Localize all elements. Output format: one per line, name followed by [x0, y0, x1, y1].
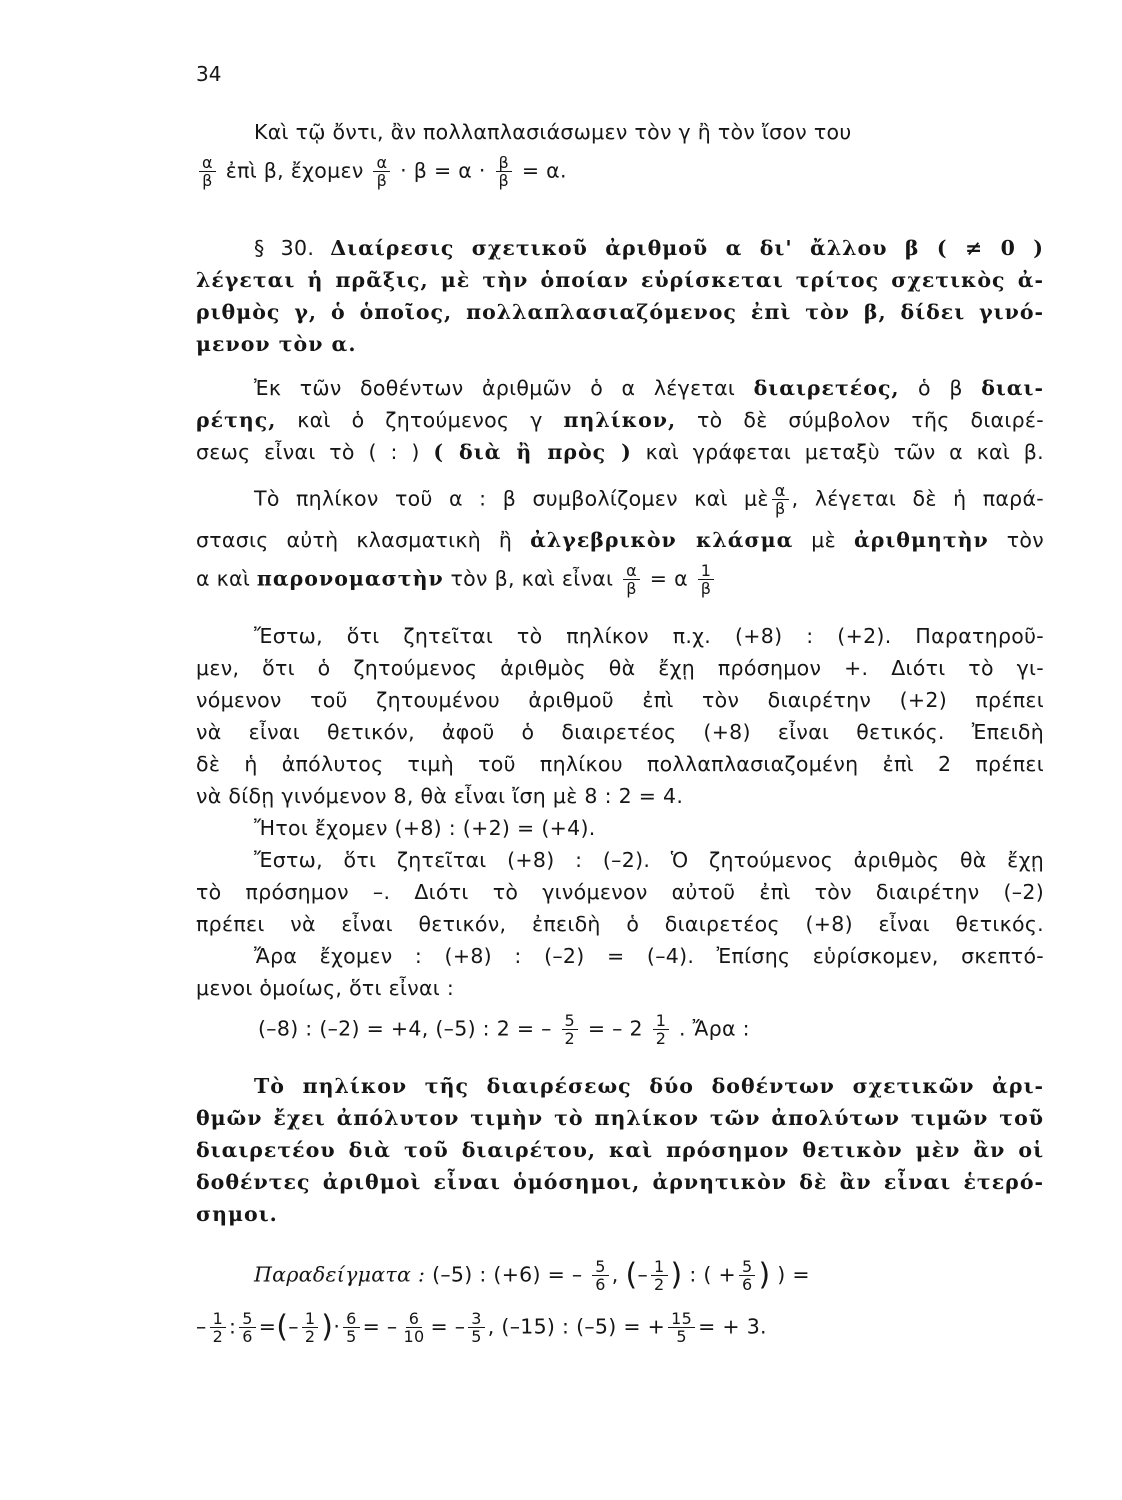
text-line: Ἄρα ἔχομεν : (+8) : (–2) = (–4). Ἐπίσης εὑρίσκομεν, σκεπτό-	[254, 944, 1044, 968]
fraction-three-over-five: $\frac{3}{5}$	[468, 1310, 484, 1345]
text-line: Τὸ πηλίκον τῆς διαιρέσεως δύο δοθέντων σχετικῶν ἀρι-	[254, 1074, 1044, 1098]
fraction-five-over-six: $\frac{5}{6}$	[739, 1258, 755, 1293]
fraction-one-over-two: $\frac{1}{2}$	[653, 1012, 669, 1047]
text-line: α καὶ παρονομαστὴν τὸν β, καὶ εἶναι $\frac{\alpha}{\beta}$ = α $\frac{1}{\beta}$	[196, 562, 1044, 594]
text-line: ριθμὸς γ, ὁ ὁποῖος, πολλαπλασιαζόμενος ἐπὶ τὸν β, δίδει γινό-	[196, 300, 1044, 324]
fraction-one-over-two: $\frac{1}{2}$	[210, 1310, 226, 1345]
text-line: νὰ δίδῃ γινόμενον 8, θὰ εἶναι ἴση μὲ 8 : 2 = 4.	[196, 784, 684, 808]
examples-label: Παραδείγματα :	[254, 1262, 426, 1287]
text-line: μεν, ὅτι ὁ ζητούμενος ἀριθμὸς θὰ ἔχῃ πρόσημον +. Διότι τὸ γι-	[196, 656, 1044, 680]
fraction-five-over-six: $\frac{5}{6}$	[239, 1310, 255, 1345]
rule-paragraph	[196, 1070, 1044, 1230]
text-line: Ἤτοι ἔχομεν (+8) : (+2) = (+4).	[254, 816, 596, 840]
fraction-alpha-over-beta: $\frac{\alpha}{\beta}$	[373, 154, 390, 189]
fraction-one-over-two: $\frac{1}{2}$	[302, 1310, 318, 1345]
fraction-fifteen-over-five: $\frac{15}{5}$	[668, 1310, 695, 1345]
body-text-block-3	[196, 372, 1045, 598]
text-line	[196, 232, 1044, 264]
equation-line: (–8) : (–2) = +4, (–5) : 2 = – $\frac{5}{2}$ = – 2 $\frac{1}{2}$ . Ἄρα :	[258, 1011, 750, 1048]
body-text-block-1	[196, 116, 1044, 190]
text-line: πρέπει νὰ εἶναι θετικόν, ἐπειδὴ ὁ διαιρετέος (+8) εἶναι θετικός.	[196, 912, 1044, 936]
text-line: δὲ ἡ ἀπόλυτος τιμὴ τοῦ πηλίκου πολλαπλασιαζομένη ἐπὶ 2 πρέπει	[196, 752, 1044, 776]
fraction-beta-over-beta: $\frac{\beta}{\beta}$	[496, 154, 513, 189]
page-number: 34	[196, 62, 222, 86]
text-line: δοθέντες ἀριθμοὶ εἶναι ὁμόσημοι, ἀρνητικὸν δὲ ἂν εἶναι ἑτερό-	[196, 1170, 1044, 1194]
fraction-alpha-over-beta: $\frac{\alpha}{\beta}$	[623, 562, 640, 597]
text-line: σημοι.	[196, 1202, 278, 1226]
body-text-block-4	[196, 620, 1044, 1048]
fraction-alpha-over-beta: $\frac{\alpha}{\beta}$	[199, 154, 216, 189]
fraction-one-over-two: $\frac{1}{2}$	[651, 1258, 667, 1293]
fraction-six-over-five: $\frac{6}{5}$	[343, 1310, 359, 1345]
text-line: τὸ πρόσημον –. Διότι τὸ γινόμενον αὐτοῦ ἐπὶ τὸν διαιρέτην (–2)	[196, 880, 1044, 904]
text-line: διαιρετέου διὰ τοῦ διαιρέτου, καὶ πρόσημον θετικὸν μὲν ἂν οἱ	[196, 1138, 1044, 1162]
text-line: Τὸ πηλίκον τοῦ α : β συμβολίζομεν καὶ μὲ $\frac{\alpha}{\beta}$ , λέγεται δὲ ἡ παρά-	[254, 481, 1045, 518]
fraction-one-over-beta: $\frac{1}{\beta}$	[698, 562, 715, 597]
text-line: ρέτης, καὶ ὁ ζητούμενος γ πηλίκον, τὸ δὲ σύμβολον τῆς διαιρέ-	[196, 408, 1044, 432]
fraction-six-over-ten: $\frac{6}{10}$	[403, 1309, 425, 1346]
text-line: σεως εἶναι τὸ ( : ) ( διὰ ἢ πρὸς ) καὶ γράφεται μεταξὺ τῶν α καὶ β.	[196, 440, 1044, 464]
text-line: νόμενον τοῦ ζητουμένου ἀριθμοῦ ἐπὶ τὸν διαιρέτην (+2) πρέπει	[196, 688, 1044, 712]
text-line: Ἔστω, ὅτι ζητεῖται (+8) : (–2). Ὁ ζητούμενος ἀριθμὸς θὰ ἔχῃ	[254, 848, 1044, 872]
examples-line: – $\frac{1}{2}$ : $\frac{5}{6}$ =(– $\frac{1}{2}$ )· $\frac{6}{5}$ = – $\frac{6}{10}$ = – $\frac{3}{5}$ , (–15) : (–5) = + $\frac{15}{5}$ = + 3.	[196, 1309, 767, 1346]
text-line: Καὶ τῷ ὄντι, ἂν πολλαπλασιάσωμεν τὸν γ ἢ τὸν ἴσον του	[254, 120, 852, 144]
fraction-five-over-two: $\frac{5}{2}$	[562, 1012, 578, 1047]
text-line: θμῶν ἔχει ἀπόλυτον τιμὴν τὸ πηλίκον τῶν ἀπολύτων τιμῶν τοῦ	[196, 1106, 1044, 1130]
text-line: στασις αὐτὴ κλασματικὴ ἢ ἀλγεβρικὸν κλάσμα μὲ ἀριθμητὴν τὸν	[196, 528, 1044, 552]
text-line: Ἐκ τῶν δοθέντων ἀριθμῶν ὁ α λέγεται διαιρετέος, ὁ β διαι-	[254, 376, 1044, 400]
text-line: νὰ εἶναι θετικόν, ἀφοῦ ὁ διαιρετέος (+8) εἶναι θετικός. Ἐπειδὴ	[196, 720, 1044, 744]
text-line: Ἔστω, ὅτι ζητεῖται τὸ πηλίκον π.χ. (+8) : (+2). Παρατηροῦ-	[254, 624, 1044, 648]
examples-block	[196, 1257, 1044, 1346]
text-line: λέγεται ἡ πρᾶξις, μὲ τὴν ὁποίαν εὑρίσκεται τρίτος σχετικὸς ἀ-	[196, 268, 1044, 292]
text-line: μενον τὸν α.	[196, 332, 357, 356]
fraction-five-over-six: $\frac{5}{6}$	[592, 1258, 608, 1293]
section-number: § 30.	[254, 236, 315, 260]
text-line: $\frac{\alpha}{\beta}$ ἐπὶ β, ἔχομεν $\frac{\alpha}{\beta}$ · β = α · $\frac{\beta}{\beta}$ = α.	[196, 154, 1044, 186]
definition-paragraph	[196, 232, 1044, 360]
fraction-alpha-over-beta: $\frac{\alpha}{\beta}$	[772, 482, 789, 517]
examples-line: Παραδείγματα : (–5) : (+6) = – $\frac{5}{6}$ , (– $\frac{1}{2}$ ) : ( + $\frac{5}{6}$ ) ) =	[254, 1257, 810, 1294]
text-line: μενοι ὁμοίως, ὅτι εἶναι :	[196, 976, 455, 1000]
definition-title: Διαίρεσις σχετικοῦ ἀριθμοῦ α δι' ἄλλου β ( ≠ 0 )	[330, 236, 1044, 260]
